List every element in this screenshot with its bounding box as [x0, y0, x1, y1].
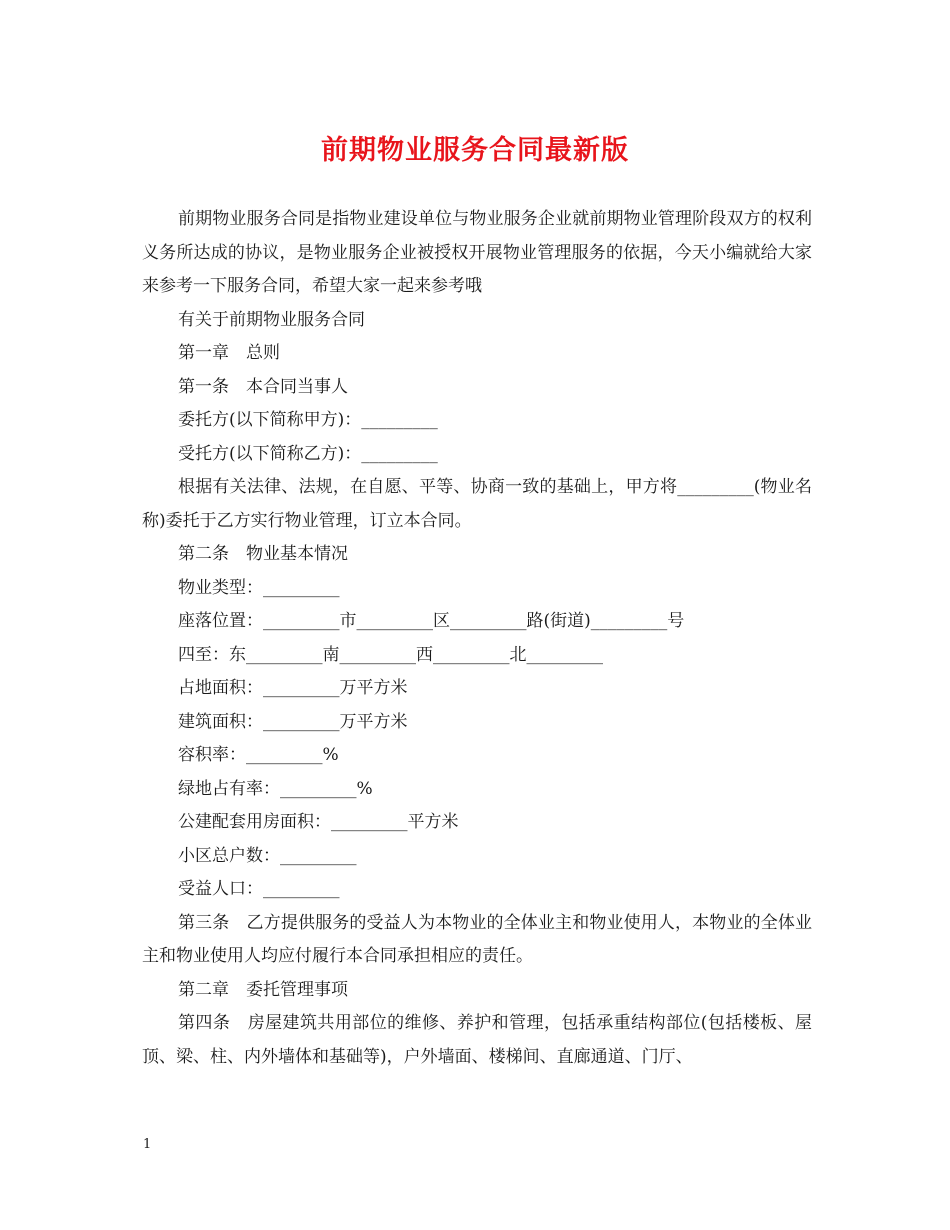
document-title: 前期物业服务合同最新版: [321, 135, 629, 166]
plot-ratio-field: 容积率：_________%: [178, 745, 339, 765]
party-a-field: 委托方(以下简称甲方)：_________: [178, 410, 438, 430]
land-area-field: 占地面积：_________万平方米: [178, 678, 408, 698]
households-field: 小区总户数：_________: [178, 845, 357, 866]
paragraph-intro: 前期物业服务合同是指物业建设单位与物业服务企业就前期物业管理阶段双方的权利义务所达成的协议，是物业服务企业被授权开展物业管理服务的依据，今天小编就给大家来参考一下服务合同，希望大家一起来参考哦: [142, 209, 812, 296]
green-ratio-field: 绿地占有率：_________%: [178, 778, 373, 799]
building-area-field: 建筑面积：_________万平方米: [178, 711, 408, 732]
article-heading: 第二条 物业基本情况: [178, 544, 348, 564]
location-field: 座落位置：_________市_________区_________路(街道)_________号: [178, 611, 685, 631]
paragraph-article-four: 第四条 房屋建筑共用部位的维修、养护和管理，包括承重结构部位(包括楼板、屋顶、梁、柱、内外墙体和基础等)，户外墙面、楼梯间、直廊通道、门厅、: [142, 1013, 812, 1067]
article-heading: 第一条 本合同当事人: [178, 376, 348, 397]
beneficiaries-field: 受益人口：_________: [178, 879, 340, 899]
property-type-field: 物业类型：_________: [178, 577, 340, 598]
chapter-heading: 第一章 总则: [178, 343, 280, 363]
boundaries-field: 四至：东_________南_________西_________北_________: [178, 644, 603, 665]
paragraph-article-three: 第三条 乙方提供服务的受益人为本物业的全体业主和物业使用人，本物业的全体业主和物业使用人均应付履行本合同承担相应的责任。: [142, 912, 812, 966]
document-body: [142, 203, 812, 1074]
public-facility-area-field: 公建配套用房面积：_________平方米: [178, 812, 459, 832]
chapter-heading: 第二章 委托管理事项: [178, 979, 348, 1000]
page-number: 1: [143, 1137, 152, 1152]
paragraph-subtitle: 有关于前期物业服务合同: [178, 309, 365, 330]
paragraph-basis: 根据有关法律、法规，在自愿、平等、协商一致的基础上，甲方将_________(物业名称)委托于乙方实行物业管理，订立本合同。: [142, 477, 812, 531]
party-b-field: 受托方(以下简称乙方)：_________: [178, 443, 438, 464]
